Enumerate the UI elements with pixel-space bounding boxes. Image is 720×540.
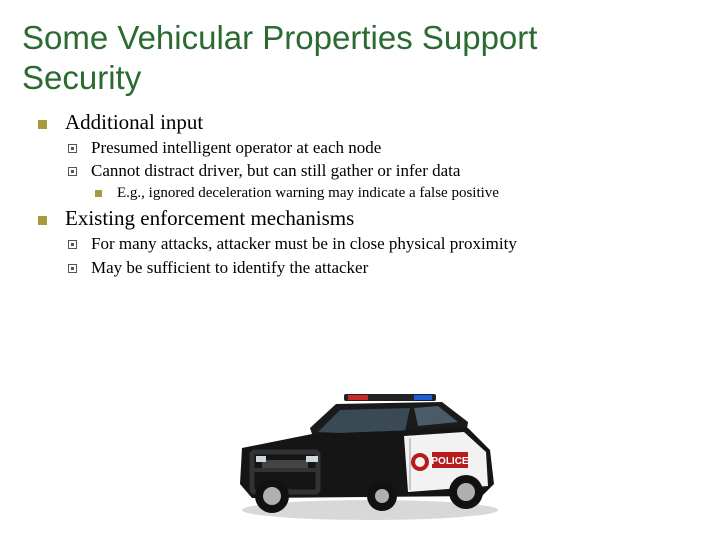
hollow-square-bullet-icon: [68, 264, 77, 273]
bullet-text: Existing enforcement mechanisms: [65, 206, 355, 230]
bullet-text: Additional input: [65, 110, 204, 134]
square-bullet-icon: [95, 190, 102, 197]
square-bullet-icon: [38, 216, 47, 225]
police-badge-text: POLICE: [431, 456, 469, 467]
police-car-image: [232, 392, 498, 524]
sub-bullet: [68, 234, 517, 254]
hollow-square-bullet-icon: [68, 167, 77, 176]
sub-sub-bullet: [95, 185, 499, 202]
square-bullet-icon: [38, 120, 47, 129]
sub-bullet: [68, 258, 368, 278]
sub-bullet-text: For many attacks, attacker must be in close physical proximity: [91, 234, 517, 253]
hollow-square-bullet-icon: [68, 144, 77, 153]
sub-bullet: [68, 161, 460, 181]
slide-title: [22, 18, 702, 98]
sub-bullet-text: Cannot distract driver, but can still gather or infer data: [91, 161, 461, 180]
sub-bullet-text: May be sufficient to identify the attacker: [91, 258, 369, 277]
slide-title-line-2: Security: [22, 59, 142, 96]
hollow-square-bullet-icon: [68, 240, 77, 249]
sub-sub-bullet-text: E.g., ignored deceleration warning may indicate a false positive: [117, 185, 499, 201]
bullet-existing-enforcement: [38, 206, 354, 231]
sub-bullet: [68, 138, 381, 158]
bullet-additional-input: [38, 110, 203, 135]
slide-title-line-1: Some Vehicular Properties Support: [22, 19, 538, 56]
sub-bullet-text: Presumed intelligent operator at each node: [91, 138, 382, 157]
